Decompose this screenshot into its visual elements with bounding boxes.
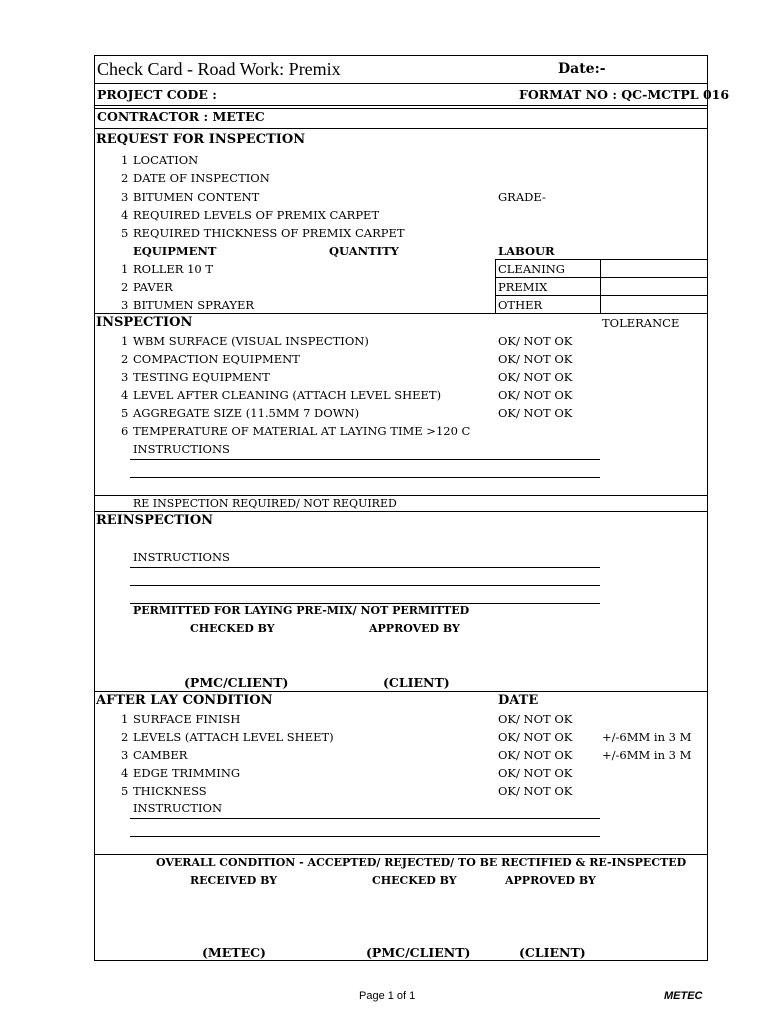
tolerance-header: TOLERANCE <box>602 316 680 330</box>
equipment-item: ROLLER 10 T <box>133 262 214 276</box>
company-footer: METEC <box>664 990 703 1002</box>
item-number: 6 <box>121 424 129 438</box>
request-item: LOCATION <box>133 153 199 167</box>
item-number: 2 <box>121 280 129 294</box>
after-lay-status: OK/ NOT OK <box>498 766 573 780</box>
inspection-item: LEVEL AFTER CLEANING (ATTACH LEVEL SHEET) <box>133 388 442 402</box>
divider <box>94 313 708 314</box>
after-lay-item: EDGE TRIMMING <box>133 766 241 780</box>
labour-premix: PREMIX <box>498 280 548 294</box>
labour-cleaning: CLEANING <box>498 262 565 276</box>
request-item: REQUIRED LEVELS OF PREMIX CARPET <box>133 208 380 222</box>
divider <box>94 691 708 692</box>
item-number: 5 <box>121 226 129 240</box>
after-lay-item: CAMBER <box>133 748 188 762</box>
instructions-line[interactable] <box>130 477 600 478</box>
after-lay-tolerance: +/-6MM in 3 M <box>602 748 692 762</box>
instructions-label: INSTRUCTIONS <box>133 550 230 564</box>
labour-header: LABOUR <box>498 244 555 258</box>
item-number: 1 <box>121 153 129 167</box>
page-number: Page 1 of 1 <box>359 990 416 1002</box>
divider <box>94 854 708 855</box>
after-lay-item: THICKNESS <box>133 784 207 798</box>
grade-label: GRADE- <box>498 190 546 204</box>
item-number: 5 <box>121 784 129 798</box>
inspection-status: OK/ NOT OK <box>498 334 573 348</box>
request-item: BITUMEN CONTENT <box>133 190 260 204</box>
inspection-item: WBM SURFACE (VISUAL INSPECTION) <box>133 334 369 348</box>
received-by-label: RECEIVED BY <box>190 874 278 887</box>
after-lay-item: LEVELS (ATTACH LEVEL SHEET) <box>133 730 334 744</box>
inspection-item: TEMPERATURE OF MATERIAL AT LAYING TIME >120 C <box>133 424 471 438</box>
item-number: 4 <box>121 208 129 222</box>
instructions-line[interactable] <box>130 567 600 568</box>
inspection-status: OK/ NOT OK <box>498 370 573 384</box>
equipment-item: BITUMEN SPRAYER <box>133 298 255 312</box>
permitted-text: PERMITTED FOR LAYING PRE-MIX/ NOT PERMITTED <box>133 604 470 617</box>
project-code: PROJECT CODE : <box>97 87 217 102</box>
labour-grid-line <box>600 259 601 313</box>
instructions-line[interactable] <box>130 585 600 586</box>
request-item: REQUIRED THICKNESS OF PREMIX CARPET <box>133 226 405 240</box>
equipment-header: EQUIPMENT <box>133 244 217 258</box>
divider <box>94 105 708 106</box>
after-lay-status: OK/ NOT OK <box>498 748 573 762</box>
instructions-label: INSTRUCTIONS <box>133 442 230 456</box>
inspection-item: COMPACTION EQUIPMENT <box>133 352 300 366</box>
quantity-header: QUANTITY <box>329 244 399 258</box>
pmc-client-signature: (PMC/CLIENT) <box>366 945 471 960</box>
checked-by-label: CHECKED BY <box>372 874 457 887</box>
section-after-lay-heading: AFTER LAY CONDITION <box>96 693 273 708</box>
item-number: 4 <box>121 766 129 780</box>
checked-by-label: CHECKED BY <box>190 622 275 635</box>
request-item: DATE OF INSPECTION <box>133 171 270 185</box>
item-number: 3 <box>121 748 129 762</box>
divider <box>94 83 708 84</box>
after-lay-status: OK/ NOT OK <box>498 730 573 744</box>
divider <box>94 511 708 512</box>
after-lay-tolerance: +/-6MM in 3 M <box>602 730 692 744</box>
approved-by-label: APPROVED BY <box>369 622 460 635</box>
instruction-line[interactable] <box>130 836 600 837</box>
date-label: Date:- <box>558 61 606 77</box>
after-lay-date: DATE <box>498 693 539 708</box>
overall-condition: OVERALL CONDITION - ACCEPTED/ REJECTED/ TO BE RECTIFIED & RE-INSPECTED <box>156 856 687 869</box>
after-lay-status: OK/ NOT OK <box>498 784 573 798</box>
equipment-item: PAVER <box>133 280 173 294</box>
after-lay-item: SURFACE FINISH <box>133 712 241 726</box>
pmc-client-signature: (PMC/CLIENT) <box>184 675 289 690</box>
section-reinspection-heading: REINSPECTION <box>96 513 214 528</box>
divider <box>94 495 708 496</box>
inspection-item: AGGREGATE SIZE (11.5MM 7 DOWN) <box>133 406 360 420</box>
labour-grid-line <box>495 295 708 296</box>
instruction-line[interactable] <box>130 818 600 819</box>
item-number: 3 <box>121 370 129 384</box>
form-title: Check Card - Road Work: Premix <box>97 59 341 79</box>
approved-by-label: APPROVED BY <box>505 874 596 887</box>
item-number: 3 <box>121 298 129 312</box>
metec-signature: (METEC) <box>202 945 266 960</box>
client-signature: (CLIENT) <box>383 675 450 690</box>
labour-other: OTHER <box>498 298 543 312</box>
instruction-label: INSTRUCTION <box>133 801 223 815</box>
labour-grid-line <box>495 277 708 278</box>
item-number: 2 <box>121 171 129 185</box>
item-number: 4 <box>121 388 129 402</box>
item-number: 2 <box>121 352 129 366</box>
labour-grid-line <box>495 259 496 313</box>
item-number: 1 <box>121 334 129 348</box>
item-number: 1 <box>121 262 129 276</box>
labour-grid-line <box>495 259 708 260</box>
item-number: 1 <box>121 712 129 726</box>
divider <box>94 128 708 129</box>
section-request-heading: REQUEST FOR INSPECTION <box>96 132 306 147</box>
reinspection-required: RE INSPECTION REQUIRED/ NOT REQUIRED <box>133 497 397 510</box>
contractor: CONTRACTOR : METEC <box>97 109 265 124</box>
section-inspection-heading: INSPECTION <box>96 315 193 330</box>
item-number: 3 <box>121 190 129 204</box>
item-number: 2 <box>121 730 129 744</box>
inspection-status: OK/ NOT OK <box>498 388 573 402</box>
item-number: 5 <box>121 406 129 420</box>
after-lay-status: OK/ NOT OK <box>498 712 573 726</box>
inspection-status: OK/ NOT OK <box>498 406 573 420</box>
inspection-item: TESTING EQUIPMENT <box>133 370 270 384</box>
instructions-line[interactable] <box>130 459 600 460</box>
format-no: FORMAT NO : QC-MCTPL 016 <box>519 87 730 102</box>
inspection-status: OK/ NOT OK <box>498 352 573 366</box>
client-signature: (CLIENT) <box>519 945 586 960</box>
